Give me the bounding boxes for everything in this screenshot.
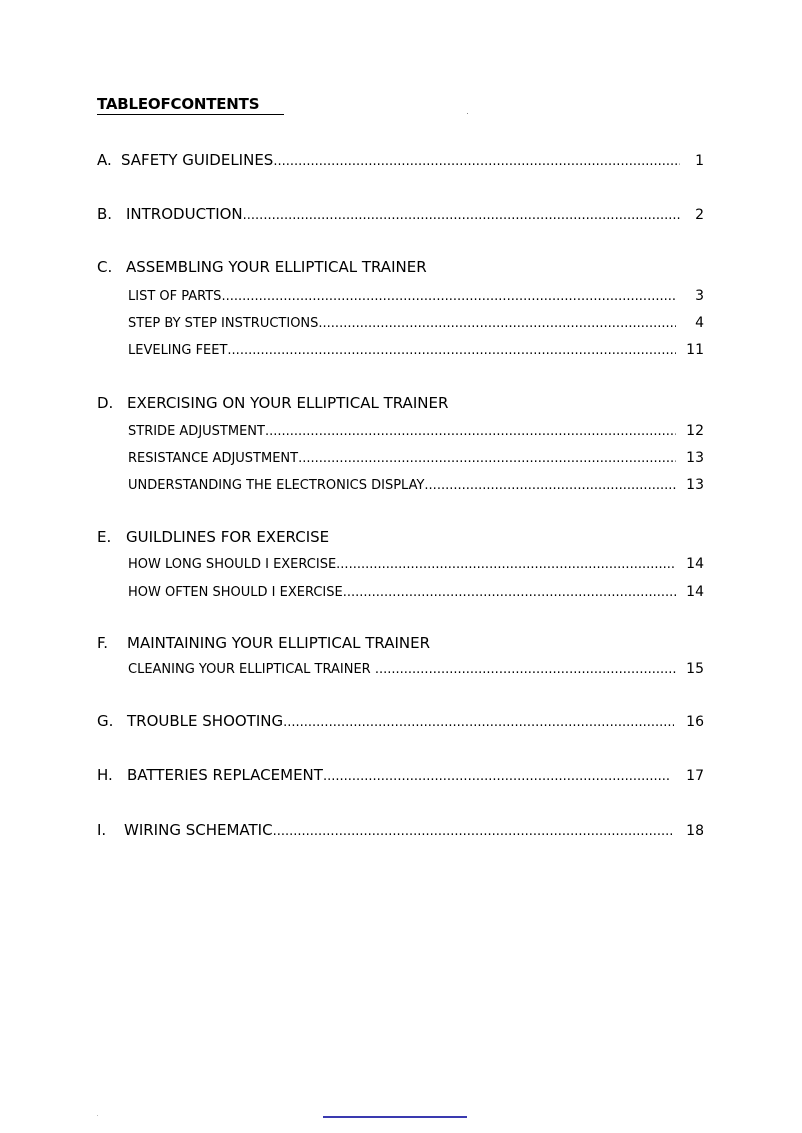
dot-leader (273, 824, 672, 839)
section-letter: E. (97, 528, 112, 546)
section-title: TROUBLE SHOOTING (127, 712, 284, 730)
toc-entry-how-often[interactable] (128, 584, 704, 600)
dot-leader (318, 316, 676, 331)
page-number: 16 (686, 714, 704, 730)
toc-entry-label (97, 151, 273, 169)
section-letter: B. (97, 205, 113, 223)
toc-entry-safety-guidelines[interactable] (97, 151, 704, 169)
section-title: INTRODUCTION (126, 205, 243, 223)
toc-entry-electronics-display[interactable] (128, 477, 704, 493)
page-number: 17 (686, 768, 704, 784)
section-title: WIRING SCHEMATIC (124, 821, 273, 839)
dot-leader (424, 478, 676, 493)
dot-leader (343, 585, 676, 600)
section-title: GUILDLINES FOR EXERCISE (126, 528, 330, 546)
page-number: 15 (686, 661, 704, 677)
toc-entry-label: STRIDE ADJUSTMENT (128, 424, 265, 439)
toc-entry-label: RESISTANCE ADJUSTMENT (128, 451, 299, 466)
dot-leader (298, 451, 676, 466)
section-letter: I. (97, 821, 107, 839)
section-letter: A. (97, 151, 112, 169)
page-number: 1 (695, 153, 704, 169)
page-number: 11 (686, 342, 704, 358)
toc-entry-wiring-schematic[interactable] (97, 821, 704, 839)
title-dot-mark (467, 113, 468, 114)
dot-leader (323, 769, 670, 784)
section-title: BATTERIES REPLACEMENT (127, 766, 323, 784)
section-title: EXERCISING ON YOUR ELLIPTICAL TRAINER (127, 394, 449, 412)
dot-leader (243, 208, 680, 223)
toc-entry-batteries-replacement[interactable] (97, 766, 704, 784)
toc-entry-stride-adjustment[interactable] (128, 423, 704, 439)
section-letter: H. (97, 766, 113, 784)
page-number: 13 (686, 477, 704, 493)
dot-leader (283, 715, 674, 730)
toc-entry-leveling-feet[interactable] (128, 342, 704, 358)
page-number: 14 (686, 584, 704, 600)
toc-entry-cleaning[interactable] (128, 661, 704, 677)
page-number: 18 (686, 823, 704, 839)
page-number: 4 (695, 315, 704, 331)
toc-entry-label: UNDERSTANDING THE ELECTRONICS DISPLAY (128, 478, 425, 493)
toc-entry-label: CLEANING YOUR ELLIPTICAL TRAINER (128, 662, 375, 677)
toc-section-heading-exercising (97, 394, 448, 412)
toc-entry-label: STEP BY STEP INSTRUCTIONS (128, 316, 319, 331)
dot-leader (375, 662, 676, 677)
section-title: SAFETY GUIDELINES (121, 151, 274, 169)
toc-entry-list-of-parts[interactable] (128, 288, 704, 304)
section-letter: D. (97, 394, 114, 412)
dot-leader (265, 424, 676, 439)
footer-rule (323, 1116, 467, 1118)
dot-leader (221, 289, 676, 304)
toc-section-heading-guidelines (97, 528, 329, 546)
page-number: 14 (686, 556, 704, 572)
section-letter: C. (97, 258, 113, 276)
toc-entry-label: HOW LONG SHOULD I EXERCISE (128, 557, 337, 572)
section-letter: F. (97, 634, 108, 652)
toc-entry-label (97, 712, 283, 730)
footer-dot-mark (97, 1115, 98, 1116)
toc-entry-label: HOW OFTEN SHOULD I EXERCISE (128, 585, 343, 600)
dot-leader (227, 343, 676, 358)
toc-entry-label (97, 766, 323, 784)
toc-section-heading-maintaining (97, 634, 430, 652)
toc-entry-how-long[interactable] (128, 556, 704, 572)
toc-entry-trouble-shooting[interactable] (97, 712, 704, 730)
dot-leader (273, 154, 680, 169)
toc-entry-step-by-step-instructions[interactable] (128, 315, 704, 331)
page-number: 2 (695, 207, 704, 223)
page-number: 12 (686, 423, 704, 439)
toc-entry-resistance-adjustment[interactable] (128, 450, 704, 466)
toc-entry-label (97, 821, 273, 839)
section-letter: G. (97, 712, 114, 730)
page-number: 13 (686, 450, 704, 466)
page-number: 3 (695, 288, 704, 304)
section-title: ASSEMBLING YOUR ELLIPTICAL TRAINER (126, 258, 427, 276)
dot-leader (336, 557, 676, 572)
toc-section-heading-assembling (97, 258, 427, 276)
toc-entry-label (97, 205, 243, 223)
toc-entry-introduction[interactable] (97, 205, 704, 223)
toc-entry-label: LEVELING FEET (128, 343, 228, 358)
toc-entry-label: LIST OF PARTS (128, 289, 222, 304)
toc-title: TABLEOFCONTENTS (97, 95, 284, 115)
section-title: MAINTAINING YOUR ELLIPTICAL TRAINER (127, 634, 430, 652)
